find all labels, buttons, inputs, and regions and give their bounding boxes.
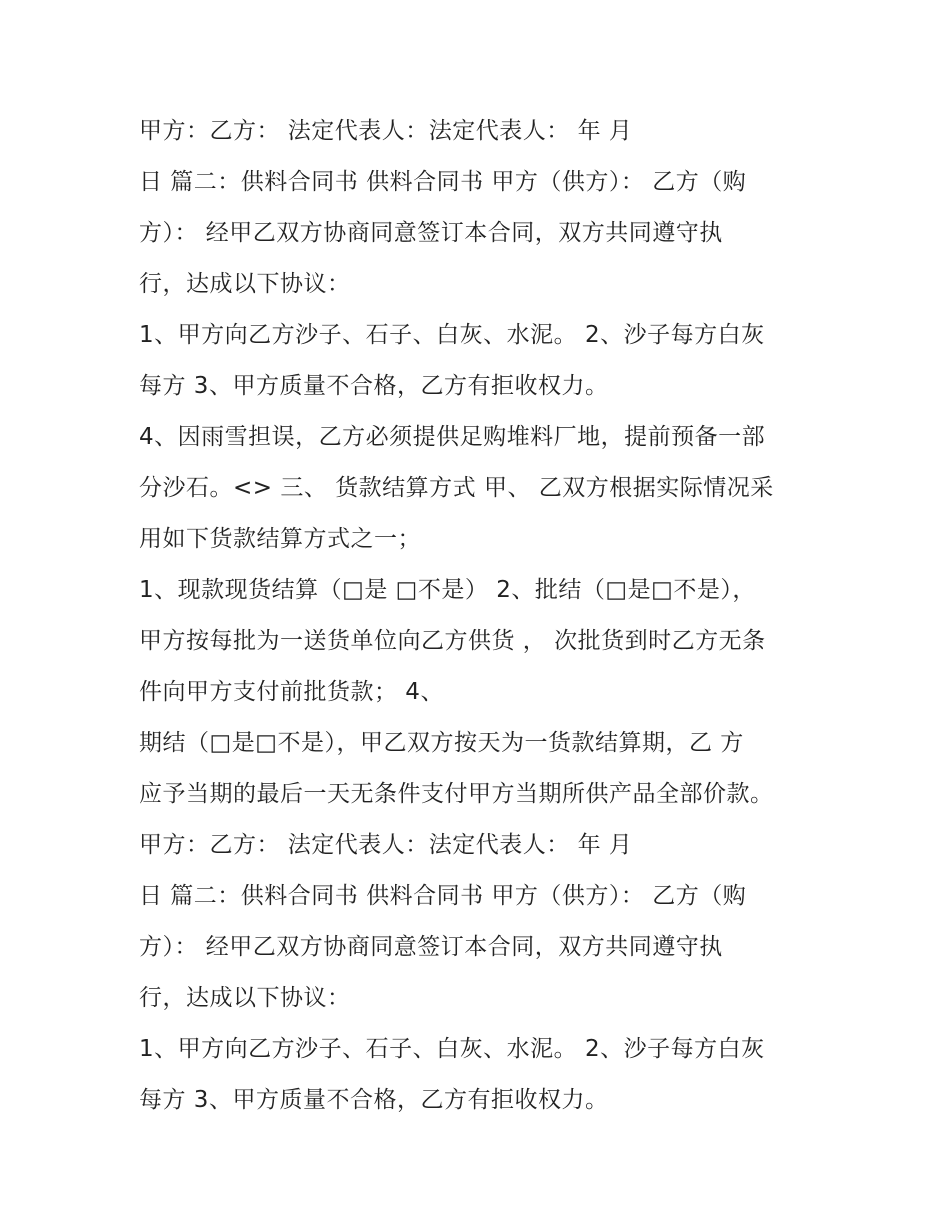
text-line: 分沙石。<> 三、 货款结算方式 甲、 乙双方根据实际情况采 [139, 475, 774, 501]
text-line: 4、因雨雪担误，乙方必须提供足购堆料厂地，提前预备一部 [139, 424, 766, 450]
text-line: 1、甲方向乙方沙子、石子、白灰、水泥。 2、沙子每方白灰 [139, 1036, 765, 1062]
text-line: 行，达成以下协议： [139, 985, 351, 1011]
text-line: 每方 3、甲方质量不合格，乙方有拒收权力。 [139, 1087, 609, 1113]
text-line: 1、现款现货结算（□是 □不是） 2、批结（□是□不是）， [139, 577, 756, 603]
text-line: 甲方：乙方： 法定代表人：法定代表人： 年 月 [139, 118, 633, 144]
text-line: 日 篇二：供料合同书 供料合同书 甲方（供方）： 乙方（购 [139, 169, 747, 195]
text-line: 日 篇二：供料合同书 供料合同书 甲方（供方）： 乙方（购 [139, 883, 747, 909]
text-line: 甲方按每批为一送货单位向乙方供货 ， 次批货到时乙方无条 [139, 628, 766, 654]
text-line: 件向甲方支付前批货款； 4、 [139, 679, 444, 705]
text-line: 应予当期的最后一天无条件支付甲方当期所供产品全部价款。 [139, 781, 774, 807]
text-line: 甲方：乙方： 法定代表人：法定代表人： 年 月 [139, 832, 633, 858]
text-line: 期结（□是□不是），甲乙双方按天为一货款结算期，乙 方 [139, 730, 744, 756]
text-line: 行，达成以下协议： [139, 271, 351, 297]
text-line: 方）： 经甲乙双方协商同意签订本合同，双方共同遵守执 [139, 220, 723, 246]
text-line: 用如下货款结算方式之一； [139, 526, 421, 552]
document-body [139, 106, 819, 1126]
text-line: 方）： 经甲乙双方协商同意签订本合同，双方共同遵守执 [139, 934, 723, 960]
text-line: 每方 3、甲方质量不合格，乙方有拒收权力。 [139, 373, 609, 399]
text-line: 1、甲方向乙方沙子、石子、白灰、水泥。 2、沙子每方白灰 [139, 322, 765, 348]
